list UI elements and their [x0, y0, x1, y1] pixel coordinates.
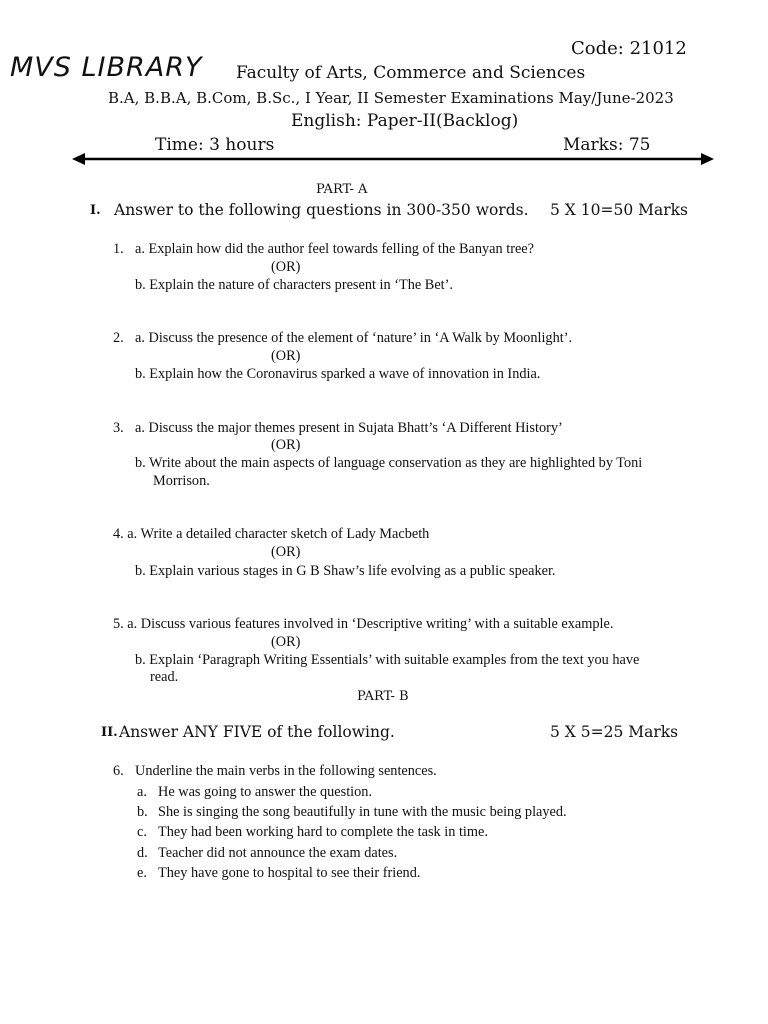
question-4a: 4. a. Write a detailed character sketch of Lady Macbeth [113, 526, 430, 542]
question-2b: b. Explain how the Coronavirus sparked a wave of innovation in India. [135, 366, 541, 382]
question-3b: b. Write about the main aspects of language conservation as they are highlighted by Toni [135, 455, 643, 471]
section-ii-number: II. [101, 725, 118, 740]
or-label: (OR) [271, 634, 301, 650]
sentence-a: He was going to answer the question. [158, 784, 373, 800]
part-a-marks: 5 X 10=50 Marks [550, 201, 688, 219]
faculty-name: Faculty of Arts, Commerce and Sciences [236, 63, 586, 83]
sentence-a-letter: a. [137, 784, 147, 800]
section-i-number: I. [90, 203, 101, 218]
sentence-c-letter: c. [137, 824, 147, 840]
sentence-d-letter: d. [137, 845, 148, 861]
library-logo: MVS LIBRARY [10, 52, 203, 83]
part-a-instruction: Answer to the following questions in 300-350 words. [114, 201, 529, 219]
question-2a: a. Discuss the presence of the element of ‘nature’ in ‘A Walk by Moonlight’. [135, 330, 573, 346]
question-3a: a. Discuss the major themes present in Sujata Bhatt’s ‘A Different History’ [135, 420, 563, 436]
paper-title: English: Paper-II(Backlog) [291, 111, 519, 131]
double-arrow-divider [72, 152, 714, 166]
sentence-b: She is singing the song beautifully in tune with the music being played. [158, 804, 567, 820]
exam-title: B.A, B.B.A, B.Com, B.Sc., I Year, II Semester Examinations May/June-2023 [108, 89, 674, 107]
question-4b: b. Explain various stages in G B Shaw’s life evolving as a public speaker. [135, 563, 556, 579]
part-b-marks: 5 X 5=25 Marks [550, 723, 679, 741]
part-b-label: PART- B [357, 689, 409, 704]
question-6-number: 6. [113, 763, 124, 779]
exam-marks: Marks: 75 [563, 135, 651, 155]
exam-time: Time: 3 hours [155, 135, 275, 155]
question-1a: a. Explain how did the author feel towards felling of the Banyan tree? [135, 241, 534, 257]
part-b-instruction: Answer ANY FIVE of the following. [119, 723, 395, 741]
question-1-number: 1. [113, 241, 124, 257]
or-label: (OR) [271, 437, 301, 453]
sentence-d: Teacher did not announce the exam dates. [158, 845, 398, 861]
or-label: (OR) [271, 259, 301, 275]
part-a-label: PART- A [316, 182, 368, 197]
or-label: (OR) [271, 544, 301, 560]
or-label: (OR) [271, 348, 301, 364]
exam-code: Code: 21012 [571, 38, 687, 59]
question-5a: 5. a. Discuss various features involved in ‘Descriptive writing’ with a suitable example. [113, 616, 614, 632]
sentence-b-letter: b. [137, 804, 148, 820]
question-6-text: Underline the main verbs in the following sentences. [135, 763, 437, 779]
question-3b-continued: Morrison. [153, 473, 210, 489]
sentence-e-letter: e. [137, 865, 147, 881]
sentence-e: They have gone to hospital to see their friend. [158, 865, 421, 881]
question-5b: b. Explain ‘Paragraph Writing Essentials’ with suitable examples from the text you have [135, 652, 640, 668]
question-5b-continued: read. [150, 669, 179, 685]
question-3-number: 3. [113, 420, 124, 436]
sentence-c: They had been working hard to complete the task in time. [158, 824, 488, 840]
question-2-number: 2. [113, 330, 124, 346]
question-1b: b. Explain the nature of characters present in ‘The Bet’. [135, 277, 453, 293]
